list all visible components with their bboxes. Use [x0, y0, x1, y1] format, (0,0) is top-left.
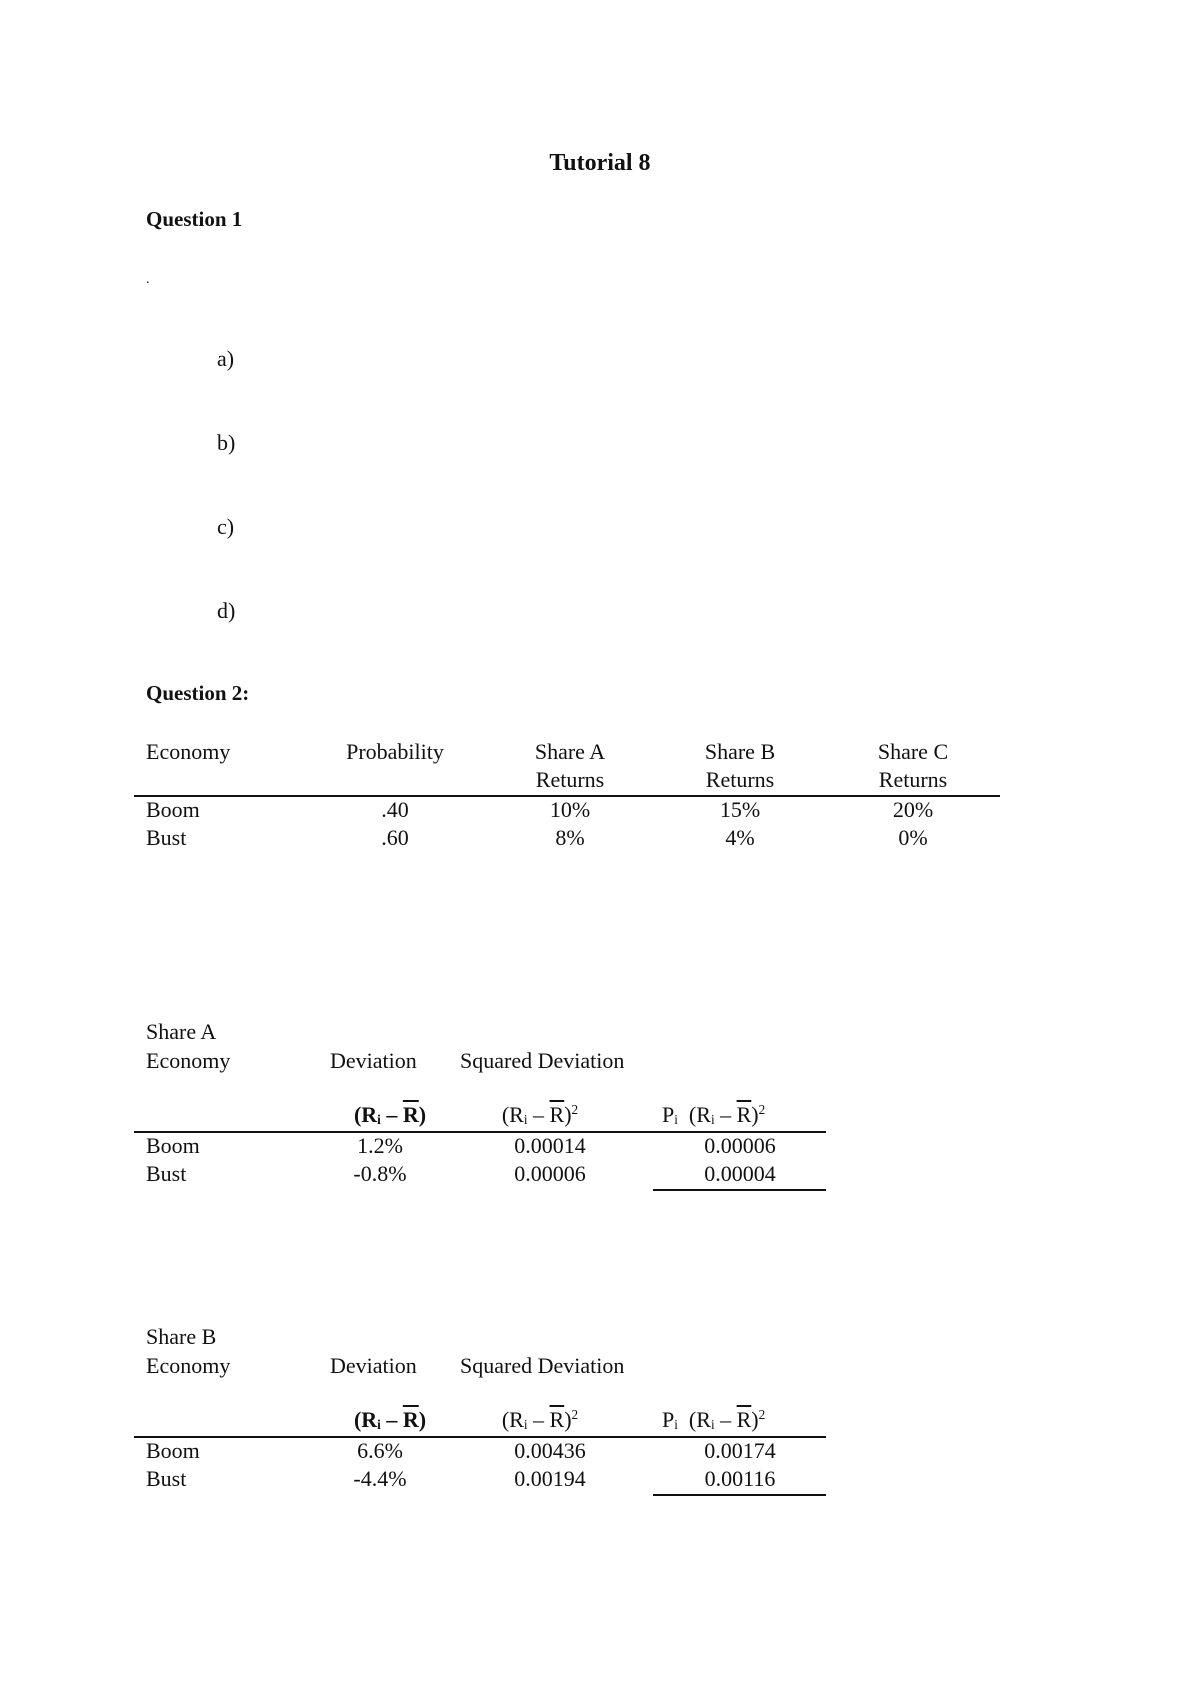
formula-squared: $(R_i - \overline{R})^2$ [501, 1407, 579, 1432]
subheader-share-c: Returns [878, 767, 948, 792]
col-economy: Economy [146, 1353, 231, 1378]
share-a-label: Share A [146, 1019, 217, 1044]
col-economy: Economy [146, 1048, 231, 1073]
option-a: a) [217, 346, 235, 371]
header-economy: Economy [146, 739, 231, 764]
table-cell: 15% [719, 797, 761, 822]
question-1-marker: . [146, 272, 150, 287]
table-cell: Boom [146, 797, 200, 822]
total-rule [653, 1189, 826, 1191]
question-1-heading: Question 1 [146, 207, 243, 231]
table-cell: Boom [146, 1438, 200, 1463]
subheader-share-b: Returns [705, 767, 775, 792]
table-cell: -4.4% [353, 1466, 407, 1491]
col-squared-deviation: Squared Deviation [460, 1048, 625, 1073]
table-cell: 8% [555, 825, 585, 850]
table-cell: 10% [549, 797, 591, 822]
question-2-heading: Question 2: [146, 681, 250, 705]
table-cell: 4% [725, 825, 755, 850]
option-c: c) [217, 514, 235, 539]
formula-weighted: $P_i$ $(R_i - \overline{R})^2$ [662, 1102, 766, 1127]
table-cell: Bust [146, 825, 187, 850]
table-cell: 0.00006 [704, 1133, 776, 1158]
share-b-label: Share B [146, 1324, 217, 1349]
col-squared-deviation: Squared Deviation [460, 1353, 625, 1378]
table-cell: 0.00006 [514, 1161, 586, 1186]
table-cell: 0.00116 [704, 1466, 776, 1491]
formula-squared: $(R_i - \overline{R})^2$ [501, 1102, 579, 1127]
page-title: Tutorial 8 [549, 150, 651, 176]
table-cell: .60 [381, 825, 409, 850]
table-cell: -0.8% [353, 1161, 407, 1186]
table-cell: Bust [146, 1161, 187, 1186]
table-cell: Boom [146, 1133, 200, 1158]
option-d: d) [217, 598, 236, 623]
table-cell: 1.2% [357, 1133, 403, 1158]
table-cell: 6.6% [357, 1438, 403, 1463]
header-share-c: Share C [877, 739, 949, 764]
table-cell: 20% [892, 797, 934, 822]
col-deviation: Deviation [330, 1353, 417, 1378]
table-cell: 0% [898, 825, 928, 850]
table-cell: Bust [146, 1466, 187, 1491]
formula-weighted: $P_i$ $(R_i - \overline{R})^2$ [662, 1407, 766, 1432]
table-cell: 0.00194 [514, 1466, 586, 1491]
formula-deviation: $(R_i - \overline{R})$ [353, 1102, 427, 1127]
col-deviation: Deviation [330, 1048, 417, 1073]
table-cell: 0.00014 [514, 1133, 586, 1158]
formula-deviation: $(R_i - \overline{R})$ [353, 1407, 427, 1432]
subheader-share-a: Returns [535, 767, 605, 792]
option-b: b) [217, 430, 236, 455]
header-share-a: Share A [534, 739, 606, 764]
table-cell: .40 [381, 797, 409, 822]
table-cell: 0.00174 [704, 1438, 776, 1463]
table-cell: 0.00004 [704, 1161, 776, 1186]
total-rule [653, 1494, 826, 1496]
table-cell: 0.00436 [514, 1438, 586, 1463]
header-share-b: Share B [704, 739, 776, 764]
header-probability: Probability [346, 739, 444, 764]
